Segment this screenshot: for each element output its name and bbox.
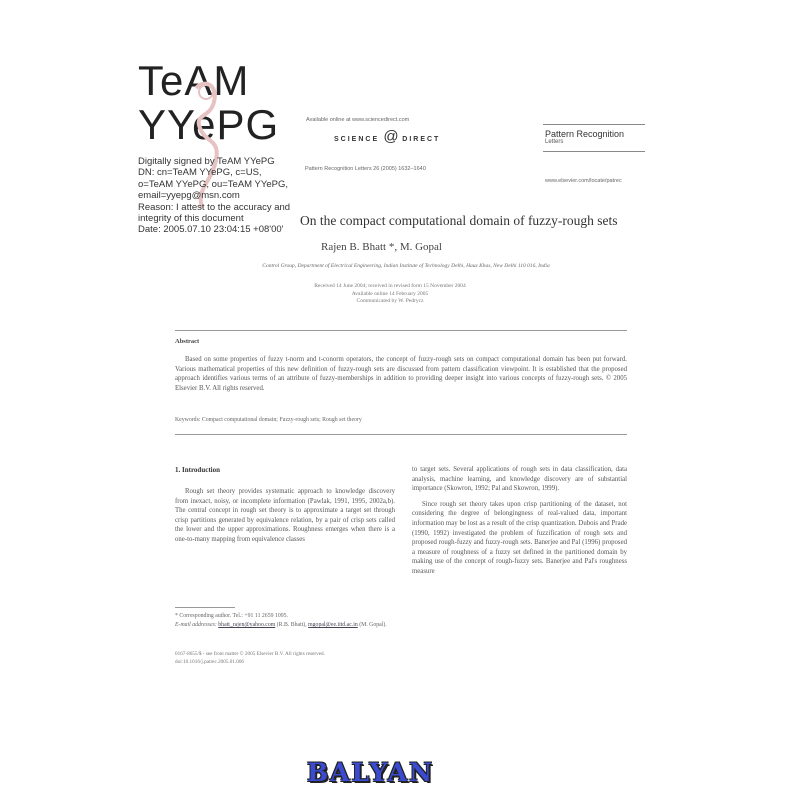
- publisher-logo: [334, 128, 440, 145]
- publisher-logo-right: DIRECT: [402, 136, 441, 143]
- intro-paragraph-3: Since rough set theory takes upon crisp partitioning of the dataset, not considering the degree of belongingness of real-valued data, important information may be lost as a result of the crisp quantization. Dubois and Prade (1990, 1992) investigated the problem of fuzzification of rough sets and proposed rough-fuzzy and fuzzy-rough sets. Banerjee and Pal (1996) proposed a measure of roughness of a fuzzy set defined in the partitioned domain by making use of the concept of rough-fuzzy sets. Banerjee and Pal's roughness measure: [412, 500, 627, 575]
- intro-paragraph-2: to target sets. Several applications of rough sets in data classification, data analysis, machine learning, and knowledge discovery are of substantial importance (Skowron, 1992; Pal and Skowron, 1999).: [412, 466, 627, 493]
- received-line: Received 14 June 2004; received in revised form 15 November 2004: [314, 283, 466, 289]
- journal-name-box: [543, 124, 645, 152]
- footnote-rule: [175, 607, 235, 608]
- abstract-heading: Abstract: [175, 338, 200, 345]
- publisher-logo-left: SCIENCE: [334, 136, 380, 143]
- footer-doi: doi:10.1016/j.patrec.2005.01.006: [175, 658, 245, 665]
- email-link-gopal[interactable]: mgopal@ee.iitd.ac.in: [308, 622, 358, 628]
- column-right: [412, 465, 627, 583]
- available-line: Available online 14 February 2005: [351, 290, 429, 297]
- abstract-text: Based on some properties of fuzzy t-norm and t-conorm operators, the concept of fuzzy-rough sets on compact computational domain has been put forward. Various mathematical properties of this new definition of fuzzy-rough sets are discussed from pattern classification viewpoint. It is established that the proposed approach identifies various terms of an attribute of fuzzy-memberships in addition to providing deeper insight into various concepts of fuzzy-rough sets. © 2005 Elsevier B.V. All rights reserved.: [175, 356, 627, 392]
- footer-info: [175, 651, 395, 666]
- journal-url: www.elsevier.com/locate/patrec: [545, 178, 622, 184]
- digital-signature: Digitally signed by TeAM YYePG DN: cn=TeAM YYePG, c=US, o=TeAM YYePG, ou=TeAM YYePG, email=yyepg@msn.com Reason: I attest to the accuracy and integrity of this document Date: 2005.07.10 23:04:15 +08'00': [138, 156, 291, 236]
- watermark-line-1: TeAM: [138, 57, 250, 104]
- keywords: Keywords: Compact computational domain; Fuzzy-rough sets; Rough set theory: [175, 417, 362, 423]
- footnote-email: [175, 621, 395, 630]
- email-name-bhatt: (R.B. Bhatt),: [276, 622, 307, 628]
- email-name-gopal: (M. Gopal).: [359, 622, 387, 628]
- journal-name-line-1: Pattern Recognition: [545, 129, 625, 139]
- footnotes: [175, 612, 395, 630]
- publisher-at-icon: @: [383, 128, 399, 145]
- brand-watermark: BALYAN: [307, 758, 435, 787]
- abstract-top-rule: [175, 330, 627, 331]
- author-affiliation: Control Group, Department of Electrical Engineering, Indian Institute of Technology Delhi, Hauz Khas, New Delhi 110 016, India: [262, 263, 550, 269]
- communicated-line: Communicated by W. Pedrycz: [356, 298, 424, 304]
- email-link-bhatt[interactable]: bhatt_rajen@yahoo.com: [218, 622, 276, 628]
- footnote-email-prefix: E-mail addresses:: [175, 622, 217, 628]
- footer-issn: 0167-8655/$ - see front matter © 2005 Elsevier B.V. All rights reserved.: [175, 651, 325, 657]
- footnote-corresponding: * Corresponding author. Tel.: +91 11 2659 1095.: [175, 613, 288, 619]
- available-online-text: Available online at www.sciencedirect.com: [306, 117, 410, 123]
- abstract-bottom-rule: [175, 434, 627, 435]
- watermark-line-2: YYePG: [138, 101, 280, 148]
- column-left: [175, 487, 395, 551]
- received-dates: [290, 283, 490, 306]
- journal-info: Pattern Recognition Letters 26 (2005) 1632–1640: [305, 166, 426, 172]
- section-heading-introduction: 1. Introduction: [175, 466, 220, 474]
- paper-title: On the compact computational domain of fuzzy-rough sets: [300, 213, 618, 228]
- intro-paragraph-1: Rough set theory provides systematic approach to knowledge discovery from inexact, noisy, or incomplete information (Pawlak, 1991, 1995, 2002a,b). The central concept in rough set theory is to approximate a target set through crisp partitions generated by equivalence relation, by a pair of crisp sets called the lower and the upper approximations. Roughness emerges when there is a one-to-many mapping from equivalence classes: [175, 488, 395, 543]
- paper-authors: Rajen B. Bhatt *, M. Gopal: [321, 241, 442, 253]
- journal-name-line-2: Letters: [545, 139, 564, 145]
